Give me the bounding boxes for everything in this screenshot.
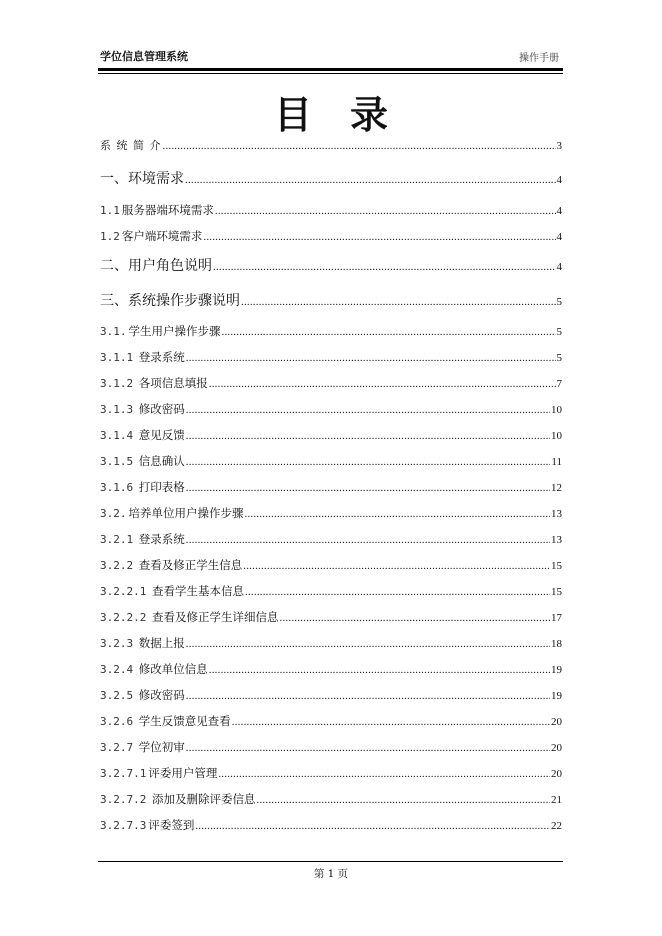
- toc-entry-text: 系 统 简 介: [100, 139, 162, 152]
- toc-entry[interactable]: [100, 762, 562, 781]
- toc-entry-text: 登录系统: [135, 350, 185, 364]
- toc-entry-page: 17: [551, 612, 562, 624]
- toc-entry-number: 3.2.1: [100, 533, 134, 546]
- toc-entry-page: 15: [551, 586, 562, 598]
- toc-entry-text: 意见反馈: [135, 428, 185, 442]
- toc-entry-text: 学位初审: [135, 740, 185, 754]
- toc-entry-label: [100, 661, 208, 677]
- toc-entry-text: 打印表格: [135, 480, 185, 494]
- toc-entry-label: [100, 479, 185, 495]
- toc-entry[interactable]: [100, 450, 562, 469]
- toc-leader-dots: [186, 424, 550, 443]
- page-title: 目录: [273, 93, 426, 137]
- toc-entry-text: 添加及删除评委信息: [148, 792, 256, 806]
- toc-entry-page: 4: [556, 261, 562, 273]
- toc-entry-text: 修改密码: [135, 402, 185, 416]
- toc-leader-dots: [186, 450, 551, 469]
- toc-entry-label: [100, 137, 162, 153]
- toc-entry-number: 3.2.7.3: [100, 819, 147, 832]
- toc-leader-dots: [222, 320, 556, 339]
- toc-entry-number: 3.1.3: [100, 403, 134, 416]
- toc-leader-dots: [203, 225, 555, 244]
- toc-entry-text: 学生用户操作步骤: [128, 324, 221, 338]
- toc-entry-label: [100, 791, 256, 807]
- toc-entry-label: [100, 202, 214, 218]
- toc-entry-text: 客户端环境需求: [121, 229, 203, 243]
- toc-entry-label: [100, 168, 184, 188]
- toc-entry-number: 3.2.4: [100, 663, 134, 676]
- toc-leader-dots: [209, 372, 556, 391]
- toc-entry-label: [100, 557, 242, 573]
- toc-leader-dots: [186, 476, 550, 495]
- toc-entry[interactable]: [100, 710, 562, 729]
- toc-entry-page: 20: [551, 716, 562, 728]
- toc-leader-dots: [186, 632, 550, 651]
- toc-entry[interactable]: [100, 372, 562, 391]
- toc-entry-number: 3.2.3: [100, 637, 134, 650]
- toc-entry-page: 11: [551, 456, 562, 468]
- toc-entry[interactable]: [100, 814, 562, 833]
- toc-leader-dots: [245, 502, 551, 521]
- system-name: 学位信息管理系统: [100, 50, 188, 63]
- toc-entry[interactable]: [100, 632, 562, 651]
- toc-entry-page: 20: [551, 742, 562, 754]
- toc-leader-dots: [218, 762, 550, 781]
- toc-entry[interactable]: [100, 255, 562, 275]
- toc-entry-number: 3.2.7.2: [100, 793, 147, 806]
- header-divider: [98, 68, 563, 71]
- footer-divider: [98, 861, 563, 862]
- toc-leader-dots: [245, 580, 550, 599]
- toc-leader-dots: [280, 606, 550, 625]
- toc-leader-dots: [232, 710, 550, 729]
- toc-entry-number: 3.2.: [100, 507, 127, 520]
- toc-entry-text: 数据上报: [135, 636, 185, 650]
- toc-entry-text: 查看及修正学生详细信息: [148, 610, 279, 624]
- toc-entry[interactable]: [100, 658, 562, 677]
- toc-entry[interactable]: [100, 199, 562, 218]
- toc-leader-dots: [195, 814, 550, 833]
- toc-entry-page: 5: [556, 326, 562, 338]
- toc-entry-number: 3.2.5: [100, 689, 134, 702]
- toc-entry[interactable]: [100, 788, 562, 807]
- toc-entry[interactable]: [100, 346, 562, 365]
- toc-leader-dots: [213, 255, 556, 274]
- toc-entry-text: 各项信息填报: [135, 376, 208, 390]
- toc-entry[interactable]: [100, 554, 562, 573]
- toc-entry-text: 学生反馈意见查看: [135, 714, 231, 728]
- toc-leader-dots: [163, 139, 556, 152]
- toc-entry-text: 查看及修正学生信息: [135, 558, 243, 572]
- toc-entry[interactable]: [100, 476, 562, 495]
- toc-entry[interactable]: [100, 736, 562, 755]
- toc-entry-page: 22: [551, 820, 562, 832]
- toc-entry-number: 1.2: [100, 230, 120, 243]
- toc-entry[interactable]: [100, 528, 562, 547]
- toc-entry-label: [100, 765, 217, 781]
- page-number: 第 1 页: [313, 868, 349, 880]
- toc-entry-number: 3.1.6: [100, 481, 134, 494]
- toc-entry-page: 13: [551, 534, 562, 546]
- toc-entry-page: 4: [556, 231, 562, 243]
- manual-label: 操作手册: [519, 53, 559, 64]
- toc-entry-text: 二、用户角色说明: [100, 258, 212, 274]
- toc-entry-page: 5: [556, 296, 562, 308]
- toc-entry-page: 5: [556, 352, 562, 364]
- toc-entry[interactable]: [100, 225, 562, 244]
- toc-entry-page: 10: [551, 404, 562, 416]
- toc-entry-number: 3.2.6: [100, 715, 134, 728]
- toc-entry-label: [100, 349, 185, 365]
- toc-entry-page: 21: [551, 794, 562, 806]
- toc-entry[interactable]: [100, 424, 562, 443]
- toc-entry-text: 信息确认: [135, 454, 185, 468]
- toc-leader-dots: [186, 346, 556, 365]
- toc-entry-number: 1.1: [100, 204, 120, 217]
- toc-entry-label: [100, 713, 231, 729]
- toc-entry-page: 12: [551, 482, 562, 494]
- toc-entry[interactable]: [100, 320, 562, 339]
- toc-entry-text: 培养单位用户操作步骤: [128, 506, 244, 520]
- toc-entry-text: 修改单位信息: [135, 662, 208, 676]
- toc-entry-label: [100, 228, 202, 244]
- toc-entry-page: 20: [551, 768, 562, 780]
- toc-leader-dots: [186, 398, 550, 417]
- toc-entry-page: 19: [551, 690, 562, 702]
- toc-entry-label: [100, 609, 279, 625]
- toc-entry-label: [100, 531, 185, 547]
- toc-entry-label: [100, 375, 208, 391]
- toc-entry[interactable]: [100, 168, 562, 188]
- toc-entry-number: 3.2.7: [100, 741, 134, 754]
- toc-leader-dots: [186, 684, 550, 703]
- toc-entry-text: 服务器端环境需求: [121, 203, 214, 217]
- toc-entry-number: 3.1.5: [100, 455, 134, 468]
- toc-entry-label: [100, 817, 194, 833]
- toc-leader-dots: [186, 528, 550, 547]
- toc-entry-text: 评委用户管理: [148, 766, 218, 780]
- toc-entry-page: 15: [551, 560, 562, 572]
- toc-entry-page: 13: [551, 508, 562, 520]
- toc-entry-label: [100, 505, 244, 521]
- toc-entry[interactable]: [100, 290, 562, 310]
- toc-entry-text: 三、系统操作步骤说明: [100, 293, 240, 309]
- toc-entry-label: [100, 427, 185, 443]
- page-header: [98, 46, 563, 74]
- toc-entry-page: 10: [551, 430, 562, 442]
- toc-leader-dots: [209, 658, 550, 677]
- toc-entry-label: [100, 583, 244, 599]
- toc-entry-page: 4: [556, 205, 562, 217]
- toc-entry[interactable]: [100, 502, 562, 521]
- toc-entry-number: 3.2.7.1: [100, 767, 147, 780]
- toc-leader-dots: [185, 168, 556, 187]
- toc-entry-number: 3.2.2.1: [100, 585, 147, 598]
- toc-entry-label: [100, 453, 185, 469]
- toc-entry-label: [100, 255, 212, 275]
- toc-entry-number: 3.2.2.2: [100, 611, 147, 624]
- toc-entry-page: 7: [556, 378, 562, 390]
- toc-entry-page: 19: [551, 664, 562, 676]
- toc-entry-number: 3.1.1: [100, 351, 134, 364]
- toc-entry-page: 3: [556, 140, 562, 152]
- toc-leader-dots: [186, 736, 550, 755]
- toc-entry-number: 3.1.2: [100, 377, 134, 390]
- toc-entry-label: [100, 401, 185, 417]
- toc-entry-text: 评委签到: [148, 818, 195, 832]
- header-divider-thin: [98, 73, 563, 74]
- toc-entry-label: [100, 635, 185, 651]
- toc-entry-number: 3.1.4: [100, 429, 134, 442]
- toc-entry[interactable]: [100, 580, 562, 599]
- toc-entry-text: 修改密码: [135, 688, 185, 702]
- toc-entry-label: [100, 290, 240, 310]
- toc-entry[interactable]: [100, 606, 562, 625]
- toc-entry-page: 18: [551, 638, 562, 650]
- toc-leader-dots: [243, 554, 550, 573]
- toc-leader-dots: [215, 199, 556, 218]
- toc-entry-number: 3.2.2: [100, 559, 134, 572]
- toc-entry[interactable]: [100, 684, 562, 703]
- toc-leader-dots: [241, 290, 556, 309]
- toc-entry-text: 一、环境需求: [100, 171, 184, 187]
- toc-entry-page: 4: [556, 174, 562, 186]
- toc-entry[interactable]: [100, 398, 562, 417]
- toc-entry-text: 登录系统: [135, 532, 185, 546]
- toc-entry-text: 查看学生基本信息: [148, 584, 245, 598]
- toc-entry[interactable]: [100, 137, 562, 153]
- toc-entry-label: [100, 323, 221, 339]
- toc-leader-dots: [257, 788, 550, 807]
- toc-entry-label: [100, 739, 185, 755]
- toc-entry-label: [100, 687, 185, 703]
- toc-entry-number: 3.1.: [100, 325, 127, 338]
